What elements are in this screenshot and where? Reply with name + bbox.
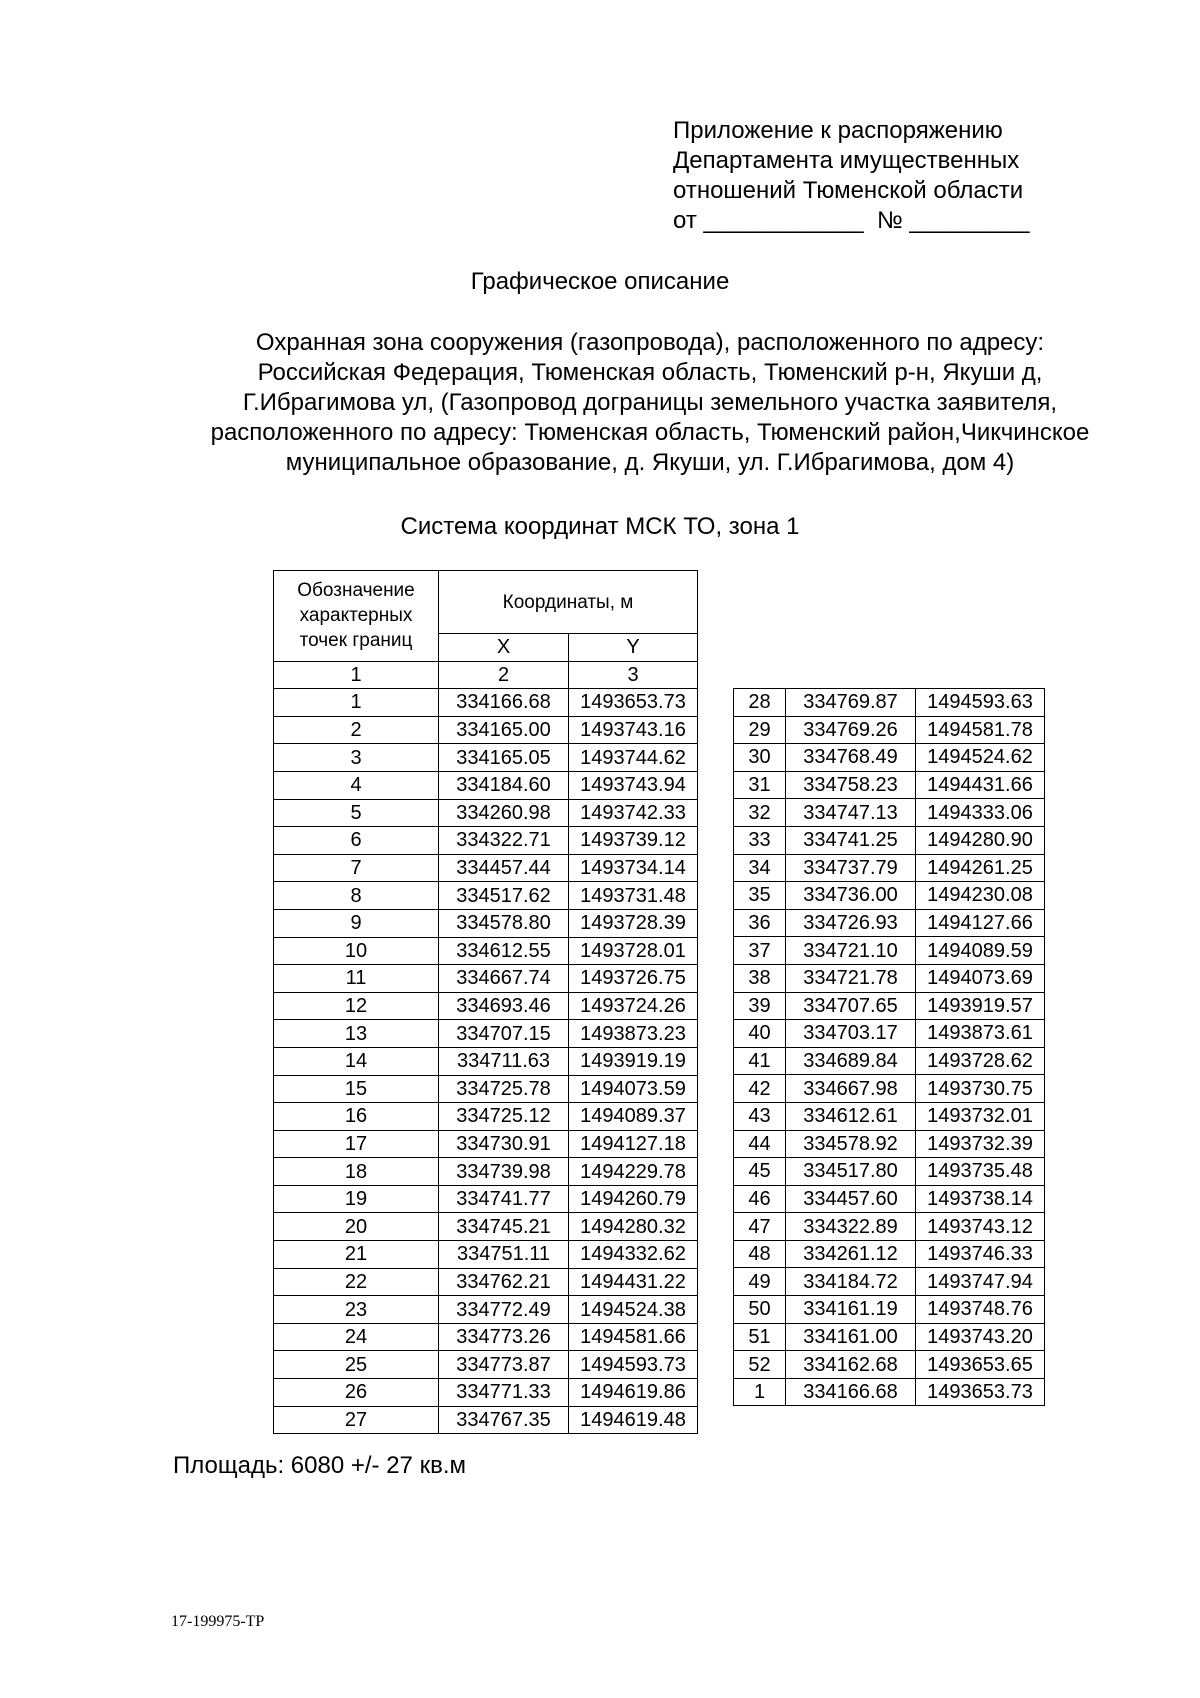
- col-num: 3: [569, 661, 698, 689]
- point-number-cell: 21: [274, 1241, 439, 1269]
- y-coordinate-cell: 1494230.08: [916, 882, 1045, 910]
- y-coordinate-cell: 1493728.62: [916, 1047, 1045, 1075]
- point-number-cell: 3: [274, 744, 439, 772]
- x-coordinate-cell: 334517.62: [439, 882, 569, 910]
- x-coordinate-cell: 334726.93: [786, 909, 916, 937]
- point-number-cell: 1: [734, 1378, 786, 1406]
- y-coordinate-cell: 1493653.65: [916, 1351, 1045, 1379]
- x-coordinate-cell: 334667.74: [439, 965, 569, 993]
- point-number-cell: 26: [274, 1379, 439, 1407]
- x-coordinate-cell: 334612.55: [439, 937, 569, 965]
- x-coordinate-cell: 334689.84: [786, 1047, 916, 1075]
- y-coordinate-cell: 1494280.32: [569, 1213, 698, 1241]
- x-coordinate-cell: 334769.87: [786, 689, 916, 717]
- x-header: X: [439, 634, 569, 662]
- table-row: [274, 1296, 698, 1324]
- point-number-cell: 47: [734, 1213, 786, 1241]
- table-row: [274, 882, 698, 910]
- x-coordinate-cell: 334711.63: [439, 1047, 569, 1075]
- table-row: [274, 1241, 698, 1269]
- table-row: [734, 1213, 1045, 1241]
- point-number-cell: 36: [734, 909, 786, 937]
- description-line-3: Г.Ибрагимова ул, (Газопровод дограницы земельного участка заявителя,: [242, 389, 1058, 416]
- y-coordinate-cell: 1494431.66: [916, 771, 1045, 799]
- appendix-header: [673, 116, 1030, 236]
- table-row: [274, 1158, 698, 1186]
- x-coordinate-cell: 334730.91: [439, 1130, 569, 1158]
- table-row: [734, 771, 1045, 799]
- x-coordinate-cell: 334703.17: [786, 1020, 916, 1048]
- x-coordinate-cell: 334184.72: [786, 1268, 916, 1296]
- point-number-cell: 37: [734, 937, 786, 965]
- table-row: [274, 827, 698, 855]
- y-coordinate-cell: 1493919.57: [916, 992, 1045, 1020]
- point-number-cell: 2: [274, 716, 439, 744]
- x-coordinate-cell: 334768.49: [786, 744, 916, 772]
- table-row: [734, 1296, 1045, 1324]
- point-header: Обозначение характерных точек границ: [274, 571, 439, 662]
- y-coordinate-cell: 1493739.12: [569, 827, 698, 855]
- x-coordinate-cell: 334322.71: [439, 827, 569, 855]
- x-coordinate-cell: 334322.89: [786, 1213, 916, 1241]
- table-row: [734, 1130, 1045, 1158]
- table-row: [274, 854, 698, 882]
- point-number-cell: 16: [274, 1103, 439, 1131]
- x-coordinate-cell: 334773.87: [439, 1351, 569, 1379]
- x-coordinate-cell: 334771.33: [439, 1379, 569, 1407]
- table-row: [274, 771, 698, 799]
- point-number-cell: 38: [734, 964, 786, 992]
- y-coordinate-cell: 1494431.22: [569, 1268, 698, 1296]
- x-coordinate-cell: 334162.68: [786, 1351, 916, 1379]
- table-row: [274, 1379, 698, 1407]
- zone-description: [150, 328, 1150, 478]
- y-coordinate-cell: 1493873.23: [569, 1020, 698, 1048]
- point-number-cell: 41: [734, 1047, 786, 1075]
- y-coordinate-cell: 1494073.59: [569, 1075, 698, 1103]
- y-coordinate-cell: 1493724.26: [569, 992, 698, 1020]
- y-coordinate-cell: 1493731.48: [569, 882, 698, 910]
- x-coordinate-cell: 334741.25: [786, 826, 916, 854]
- y-coordinate-cell: 1493735.48: [916, 1158, 1045, 1186]
- y-coordinate-cell: 1493747.94: [916, 1268, 1045, 1296]
- point-number-cell: 22: [274, 1268, 439, 1296]
- y-coordinate-cell: 1493734.14: [569, 854, 698, 882]
- point-number-cell: 27: [274, 1406, 439, 1434]
- x-coordinate-cell: 334693.46: [439, 992, 569, 1020]
- y-coordinate-cell: 1493726.75: [569, 965, 698, 993]
- point-number-cell: 11: [274, 965, 439, 993]
- table-row: [274, 1213, 698, 1241]
- description-line-4: расположенного по адресу: Тюменская область, Тюменский район,Чикчинское: [210, 419, 1090, 446]
- point-number-cell: 6: [274, 827, 439, 855]
- document-title: Графическое описание: [470, 268, 730, 295]
- appendix-line-3: отношений Тюменской области: [673, 177, 1024, 204]
- table-row: [274, 1185, 698, 1213]
- x-coordinate-cell: 334165.05: [439, 744, 569, 772]
- y-coordinate-cell: 1494073.69: [916, 964, 1045, 992]
- y-coordinate-cell: 1493743.16: [569, 716, 698, 744]
- point-number-cell: 42: [734, 1075, 786, 1103]
- x-coordinate-cell: 334165.00: [439, 716, 569, 744]
- point-number-cell: 39: [734, 992, 786, 1020]
- x-coordinate-cell: 334739.98: [439, 1158, 569, 1186]
- y-coordinate-cell: 1494127.18: [569, 1130, 698, 1158]
- y-coordinate-cell: 1494280.90: [916, 826, 1045, 854]
- description-line-5: муниципальное образование, д. Якуши, ул. Г.Ибрагимова, дом 4): [285, 449, 1015, 476]
- x-coordinate-cell: 334707.15: [439, 1020, 569, 1048]
- x-coordinate-cell: 334747.13: [786, 799, 916, 827]
- x-coordinate-cell: 334725.12: [439, 1103, 569, 1131]
- table-row: [734, 964, 1045, 992]
- x-coordinate-cell: 334166.68: [439, 689, 569, 717]
- y-coordinate-cell: 1493732.01: [916, 1102, 1045, 1130]
- col-num: 1: [274, 661, 439, 689]
- description-line-1: Охранная зона сооружения (газопровода), расположенного по адресу:: [255, 329, 1045, 356]
- point-number-cell: 20: [274, 1213, 439, 1241]
- x-coordinate-cell: 334161.19: [786, 1296, 916, 1324]
- table-row: [274, 937, 698, 965]
- x-coordinate-cell: 334260.98: [439, 799, 569, 827]
- x-coordinate-cell: 334721.10: [786, 937, 916, 965]
- table-row: [734, 1158, 1045, 1186]
- x-coordinate-cell: 334184.60: [439, 771, 569, 799]
- point-number-cell: 32: [734, 799, 786, 827]
- table-row: [734, 716, 1045, 744]
- x-coordinate-cell: 334578.92: [786, 1130, 916, 1158]
- point-number-cell: 30: [734, 744, 786, 772]
- point-number-cell: 44: [734, 1130, 786, 1158]
- x-coordinate-cell: 334707.65: [786, 992, 916, 1020]
- point-number-cell: 40: [734, 1020, 786, 1048]
- y-coordinate-cell: 1494261.25: [916, 854, 1045, 882]
- point-number-cell: 7: [274, 854, 439, 882]
- x-coordinate-cell: 334457.44: [439, 854, 569, 882]
- table-row: [734, 937, 1045, 965]
- table-row: [274, 992, 698, 1020]
- y-header: Y: [569, 634, 698, 662]
- table-row: [274, 1020, 698, 1048]
- y-coordinate-cell: 1493728.39: [569, 909, 698, 937]
- point-number-cell: 23: [274, 1296, 439, 1324]
- y-coordinate-cell: 1493748.76: [916, 1296, 1045, 1324]
- x-coordinate-cell: 334767.35: [439, 1406, 569, 1434]
- table-row: [274, 1130, 698, 1158]
- table-row: [274, 1047, 698, 1075]
- point-number-cell: 5: [274, 799, 439, 827]
- y-coordinate-cell: 1494581.78: [916, 716, 1045, 744]
- point-number-cell: 50: [734, 1296, 786, 1324]
- point-number-cell: 48: [734, 1240, 786, 1268]
- table-row: [734, 799, 1045, 827]
- y-coordinate-cell: 1494333.06: [916, 799, 1045, 827]
- point-number-cell: 52: [734, 1351, 786, 1379]
- table-row: [734, 882, 1045, 910]
- x-coordinate-cell: 334762.21: [439, 1268, 569, 1296]
- point-number-cell: 31: [734, 771, 786, 799]
- table-row: [274, 1323, 698, 1351]
- coordinate-system: Система координат МСК ТО, зона 1: [400, 513, 800, 540]
- table-row: [274, 1075, 698, 1103]
- table-row: [274, 799, 698, 827]
- x-coordinate-cell: 334745.21: [439, 1213, 569, 1241]
- point-number-cell: 18: [274, 1158, 439, 1186]
- x-coordinate-cell: 334161.00: [786, 1323, 916, 1351]
- point-number-cell: 49: [734, 1268, 786, 1296]
- col-num: 2: [439, 661, 569, 689]
- appendix-date-number-line: от ____________ № _________: [673, 207, 1030, 234]
- y-coordinate-cell: 1494524.38: [569, 1296, 698, 1324]
- point-number-cell: 13: [274, 1020, 439, 1048]
- table-row: [274, 1351, 698, 1379]
- point-number-cell: 33: [734, 826, 786, 854]
- table-row: [734, 1323, 1045, 1351]
- y-coordinate-cell: 1494332.62: [569, 1241, 698, 1269]
- x-coordinate-cell: 334772.49: [439, 1296, 569, 1324]
- y-coordinate-cell: 1493743.94: [569, 771, 698, 799]
- table-row: [734, 909, 1045, 937]
- x-coordinate-cell: 334751.11: [439, 1241, 569, 1269]
- point-number-cell: 10: [274, 937, 439, 965]
- table-row: [734, 1185, 1045, 1213]
- coords-header: Координаты, м: [439, 571, 698, 634]
- x-coordinate-cell: 334517.80: [786, 1158, 916, 1186]
- x-coordinate-cell: 334736.00: [786, 882, 916, 910]
- x-coordinate-cell: 334769.26: [786, 716, 916, 744]
- x-coordinate-cell: 334578.80: [439, 909, 569, 937]
- point-number-cell: 24: [274, 1323, 439, 1351]
- y-coordinate-cell: 1494089.59: [916, 937, 1045, 965]
- table-row: [274, 1103, 698, 1131]
- appendix-line-1: Приложение к распоряжению: [673, 117, 1003, 144]
- point-number-cell: 28: [734, 689, 786, 717]
- point-number-cell: 29: [734, 716, 786, 744]
- x-coordinate-cell: 334612.61: [786, 1102, 916, 1130]
- y-coordinate-cell: 1493732.39: [916, 1130, 1045, 1158]
- table-row: [274, 716, 698, 744]
- table-row: [274, 1406, 698, 1434]
- x-coordinate-cell: 334667.98: [786, 1075, 916, 1103]
- y-coordinate-cell: 1494260.79: [569, 1185, 698, 1213]
- coordinates-table-left: [273, 570, 698, 1434]
- y-coordinate-cell: 1494619.48: [569, 1406, 698, 1434]
- x-coordinate-cell: 334261.12: [786, 1240, 916, 1268]
- x-coordinate-cell: 334721.78: [786, 964, 916, 992]
- point-number-cell: 14: [274, 1047, 439, 1075]
- table-row: [734, 1075, 1045, 1103]
- y-coordinate-cell: 1494089.37: [569, 1103, 698, 1131]
- table-row: [734, 1268, 1045, 1296]
- x-coordinate-cell: 334166.68: [786, 1378, 916, 1406]
- table-row: [274, 965, 698, 993]
- y-coordinate-cell: 1494619.86: [569, 1379, 698, 1407]
- y-coordinate-cell: 1493743.20: [916, 1323, 1045, 1351]
- x-coordinate-cell: 334725.78: [439, 1075, 569, 1103]
- y-coordinate-cell: 1493873.61: [916, 1020, 1045, 1048]
- point-number-cell: 51: [734, 1323, 786, 1351]
- table-row: [734, 1240, 1045, 1268]
- point-number-cell: 34: [734, 854, 786, 882]
- table-row: [734, 1020, 1045, 1048]
- table-row: [734, 744, 1045, 772]
- table-row: [274, 909, 698, 937]
- point-number-cell: 45: [734, 1158, 786, 1186]
- table-row: [734, 1102, 1045, 1130]
- x-coordinate-cell: 334758.23: [786, 771, 916, 799]
- table-row: [734, 992, 1045, 1020]
- table-row: [274, 1268, 698, 1296]
- point-number-cell: 46: [734, 1185, 786, 1213]
- area-value: Площадь: 6080 +/- 27 кв.м: [173, 1452, 466, 1479]
- y-coordinate-cell: 1493919.19: [569, 1047, 698, 1075]
- table-row: [734, 1378, 1045, 1406]
- y-coordinate-cell: 1494581.66: [569, 1323, 698, 1351]
- table-row: [734, 826, 1045, 854]
- y-coordinate-cell: 1494524.62: [916, 744, 1045, 772]
- point-number-cell: 25: [274, 1351, 439, 1379]
- y-coordinate-cell: 1493730.75: [916, 1075, 1045, 1103]
- y-coordinate-cell: 1494127.66: [916, 909, 1045, 937]
- y-coordinate-cell: 1494593.73: [569, 1351, 698, 1379]
- point-number-cell: 19: [274, 1185, 439, 1213]
- point-number-cell: 15: [274, 1075, 439, 1103]
- x-coordinate-cell: 334741.77: [439, 1185, 569, 1213]
- point-number-cell: 1: [274, 689, 439, 717]
- point-number-cell: 4: [274, 771, 439, 799]
- table-row: [274, 744, 698, 772]
- table-row: [734, 854, 1045, 882]
- y-coordinate-cell: 1493746.33: [916, 1240, 1045, 1268]
- table-row: [734, 1351, 1045, 1379]
- coordinates-table-right: [733, 688, 1045, 1406]
- description-line-2: Российская Федерация, Тюменская область, Тюменский р-н, Якуши д,: [257, 359, 1043, 386]
- y-coordinate-cell: 1493742.33: [569, 799, 698, 827]
- x-coordinate-cell: 334737.79: [786, 854, 916, 882]
- point-number-cell: 35: [734, 882, 786, 910]
- document-number: 17-199975-ТР: [171, 1613, 265, 1630]
- x-coordinate-cell: 334457.60: [786, 1185, 916, 1213]
- table-row: [734, 689, 1045, 717]
- point-number-cell: 43: [734, 1102, 786, 1130]
- table-row: [274, 689, 698, 717]
- table-row: [734, 1047, 1045, 1075]
- point-number-cell: 9: [274, 909, 439, 937]
- x-coordinate-cell: 334773.26: [439, 1323, 569, 1351]
- y-coordinate-cell: 1494593.63: [916, 689, 1045, 717]
- y-coordinate-cell: 1493743.12: [916, 1213, 1045, 1241]
- point-number-cell: 8: [274, 882, 439, 910]
- point-number-cell: 12: [274, 992, 439, 1020]
- y-coordinate-cell: 1493653.73: [569, 689, 698, 717]
- y-coordinate-cell: 1493738.14: [916, 1185, 1045, 1213]
- y-coordinate-cell: 1493728.01: [569, 937, 698, 965]
- point-number-cell: 17: [274, 1130, 439, 1158]
- y-coordinate-cell: 1493744.62: [569, 744, 698, 772]
- y-coordinate-cell: 1494229.78: [569, 1158, 698, 1186]
- appendix-line-2: Департамента имущественных: [673, 147, 1020, 174]
- y-coordinate-cell: 1493653.73: [916, 1378, 1045, 1406]
